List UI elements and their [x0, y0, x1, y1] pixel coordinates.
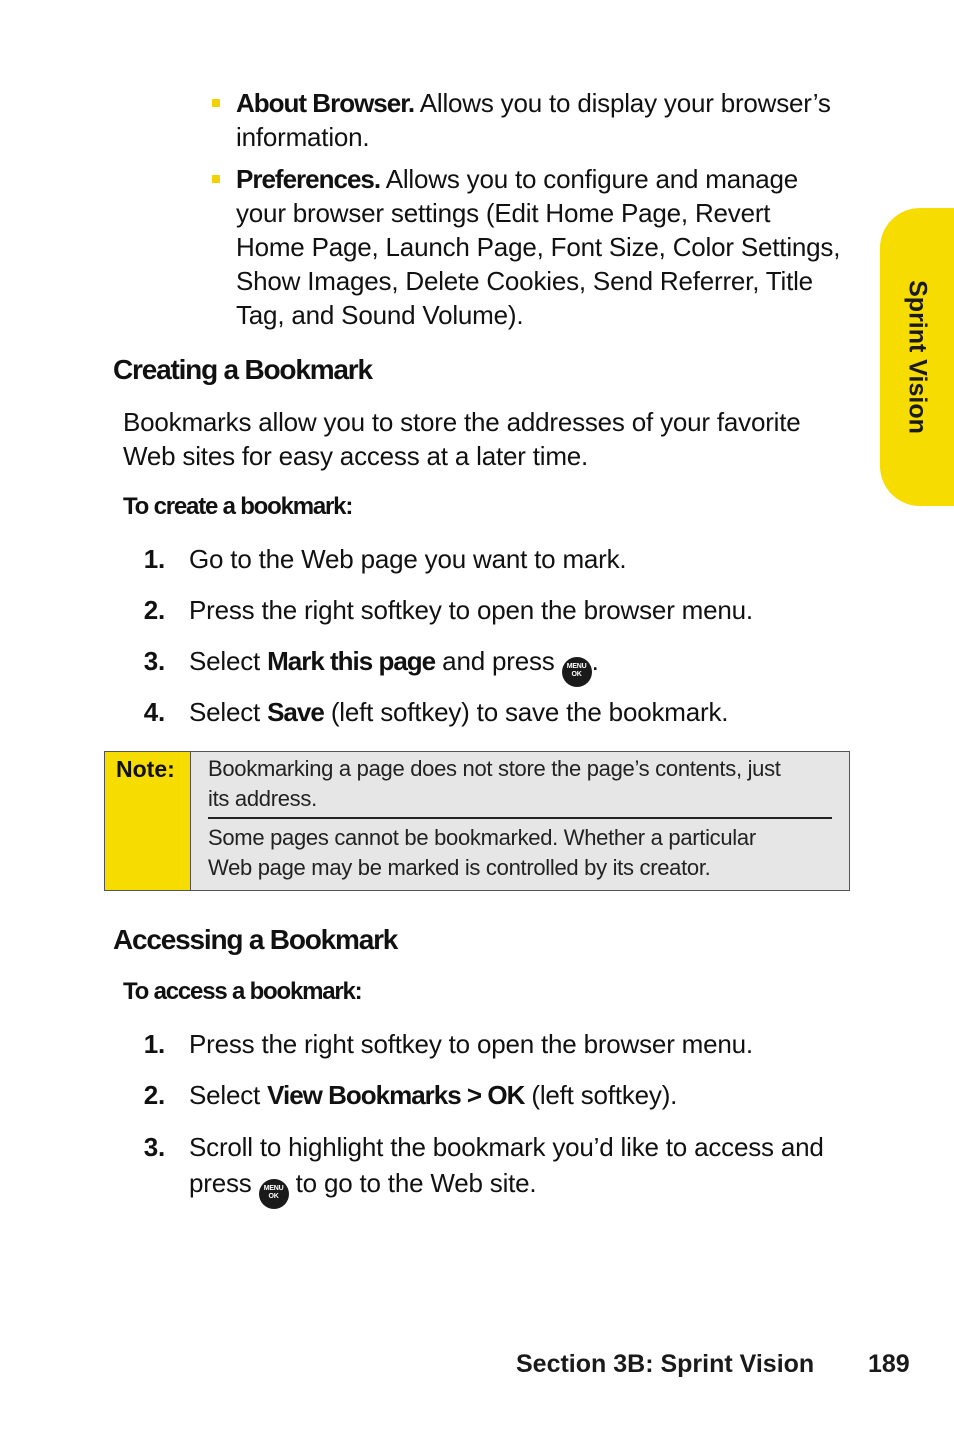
step-item — [135, 644, 855, 678]
bullet-text: your browser settings (Edit Home Page, Revert — [236, 198, 771, 228]
step-number: 1. — [143, 544, 165, 574]
bullet-preferences — [236, 162, 876, 332]
section-heading-creating: Creating a Bookmark — [113, 354, 372, 385]
page-number: 189 — [868, 1350, 910, 1378]
bullet-term: About Browser. — [236, 88, 415, 118]
step-text: Go to the Web page you want to mark. — [189, 544, 627, 574]
footer-section: Section 3B: Sprint Vision — [516, 1350, 815, 1378]
intro-line: Web sites for easy access at a later time. — [123, 441, 589, 471]
bullet-text: Allows you to configure and manage — [380, 164, 799, 194]
bullet-text: Home Page, Launch Page, Font Size, Color Settings, — [236, 232, 841, 262]
step-item — [135, 1027, 855, 1061]
note-divider — [208, 817, 832, 819]
step-number: 2. — [143, 595, 165, 625]
side-tab-label: Sprint Vision — [903, 280, 932, 434]
step-item — [135, 542, 855, 576]
step-text: Press the right softkey to open the browser menu. — [189, 595, 753, 625]
bullet-about-browser — [236, 86, 876, 154]
step-menu-term: Mark this page — [267, 646, 436, 676]
bullet-marker — [212, 99, 220, 107]
bullet-marker — [212, 175, 220, 183]
step-text-part: Select — [189, 1080, 268, 1110]
step-text: Scroll to highlight the bookmark you’d like to access and — [189, 1132, 824, 1162]
note-line: Bookmarking a page does not store the page’s contents, just — [208, 756, 781, 781]
section-heading-accessing: Accessing a Bookmark — [113, 924, 398, 955]
step-item — [135, 593, 855, 627]
step-text-part: press — [189, 1168, 259, 1198]
step-text-part: . — [591, 646, 599, 676]
step-text-part: Select — [189, 646, 268, 676]
bullet-text: Allows you to display your browser’s — [414, 88, 831, 118]
menu-ok-key-icon: MENU OK — [259, 1179, 289, 1209]
step-number: 2. — [143, 1080, 165, 1110]
creating-intro — [123, 405, 853, 473]
bullet-text: information. — [236, 122, 370, 152]
creating-subhead: To create a bookmark: — [123, 493, 353, 520]
step-text — [189, 695, 728, 729]
step-item — [135, 1078, 855, 1112]
bullet-text: Show Images, Delete Cookies, Send Referrer, Title — [236, 266, 813, 296]
step-menu-term: Save — [267, 697, 324, 727]
note-label-cell — [105, 752, 191, 890]
step-number: 3. — [143, 646, 165, 676]
note-paragraph — [208, 823, 838, 883]
step-number: 1. — [143, 1029, 165, 1059]
accessing-subhead: To access a bookmark: — [123, 978, 362, 1005]
step-text — [189, 644, 599, 687]
step-item — [135, 695, 855, 729]
step-item — [135, 1130, 855, 1164]
step-text-continued — [189, 1166, 849, 1209]
step-number: 4. — [143, 697, 165, 727]
step-text — [189, 1078, 677, 1112]
step-text-part: (left softkey). — [524, 1080, 678, 1110]
menu-ok-key-icon: MENU OK — [562, 657, 592, 687]
bullet-term: Preferences. — [236, 164, 381, 194]
step-text-part: (left softkey) to save the bookmark. — [323, 697, 729, 727]
step-text-part: and press — [435, 646, 562, 676]
intro-line: Bookmarks allow you to store the addresses of your favorite — [123, 407, 801, 437]
note-label: Note: — [116, 756, 175, 782]
note-line: Some pages cannot be bookmarked. Whether a particular — [208, 825, 756, 850]
note-box — [104, 751, 850, 891]
note-line: Web page may be marked is controlled by its creator. — [208, 855, 711, 880]
step-text-part: to go to the Web site. — [288, 1168, 537, 1198]
note-line: its address. — [208, 786, 317, 811]
note-paragraph — [208, 754, 838, 814]
step-text: Press the right softkey to open the browser menu. — [189, 1029, 753, 1059]
step-text-part: Select — [189, 697, 268, 727]
bullet-text: Tag, and Sound Volume). — [236, 300, 524, 330]
step-number: 3. — [143, 1132, 165, 1162]
step-menu-term: View Bookmarks > OK — [267, 1080, 525, 1110]
